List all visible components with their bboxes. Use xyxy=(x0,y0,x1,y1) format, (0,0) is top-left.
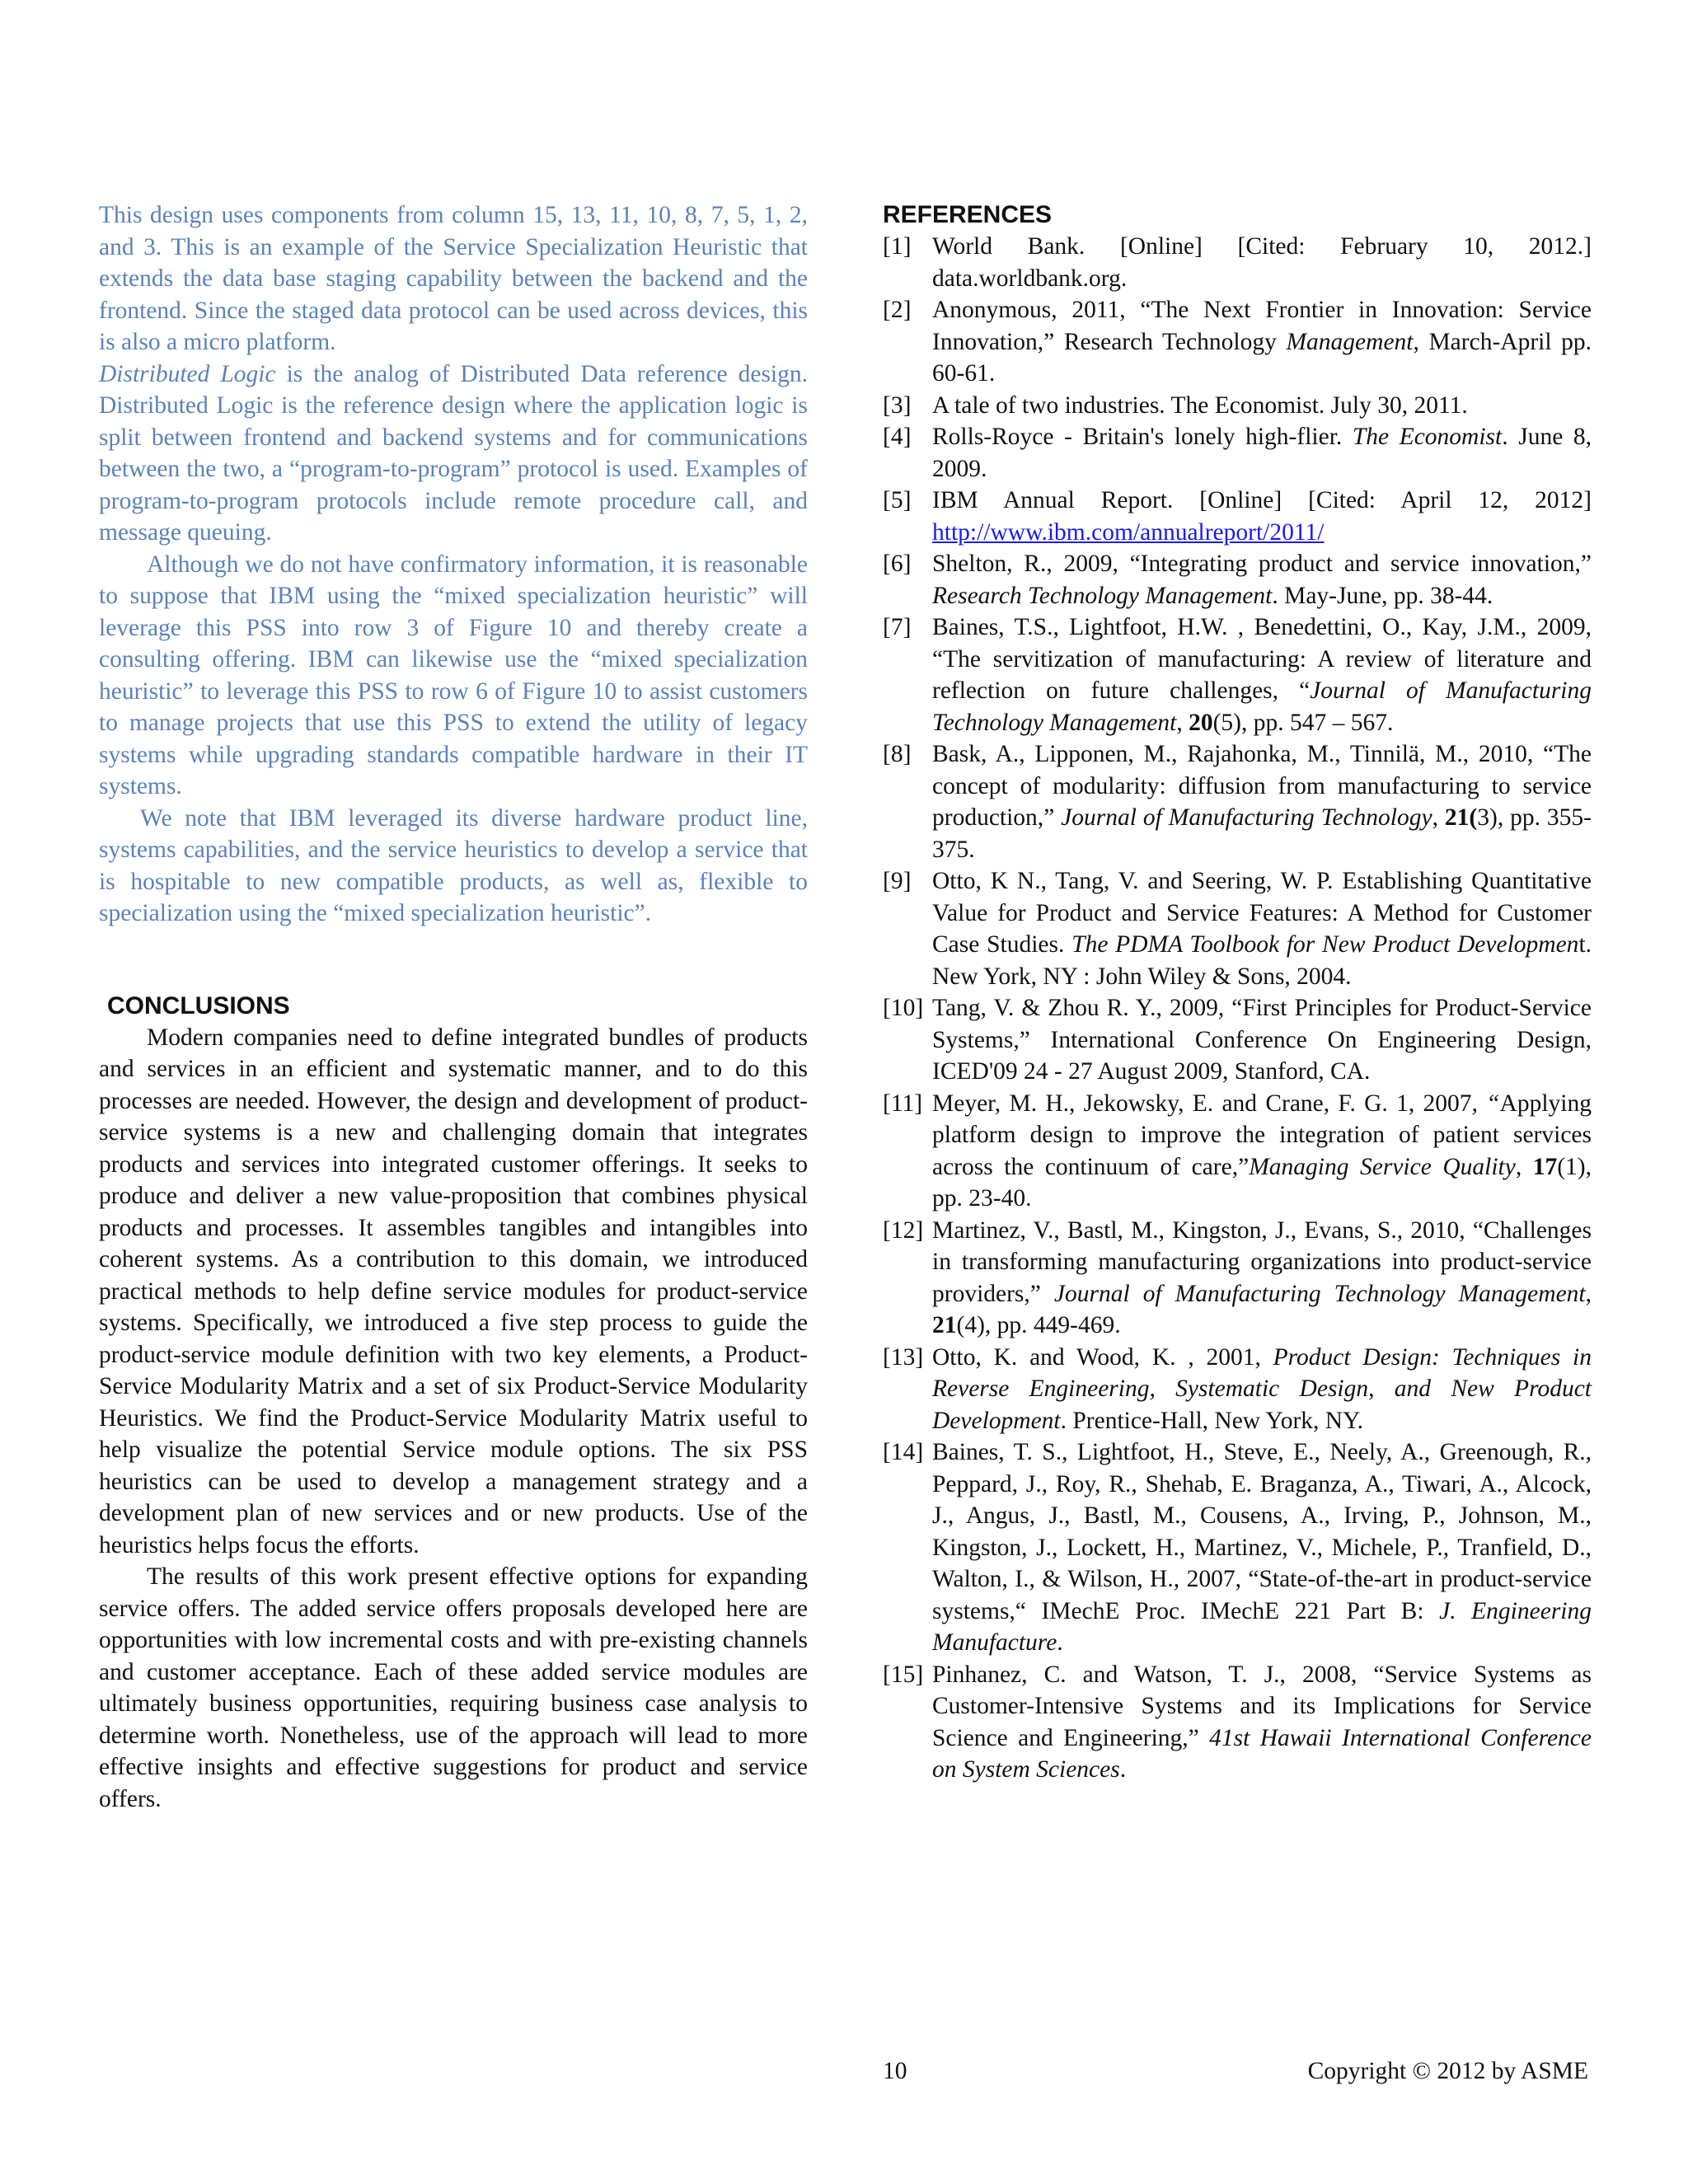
reference-italic-text: Managing Service Quality xyxy=(1249,1153,1516,1180)
reference-text-segment: . xyxy=(1057,1629,1063,1656)
conclusions-section xyxy=(99,991,808,1816)
reference-item xyxy=(883,485,1592,548)
reference-number: [13] xyxy=(883,1343,924,1371)
reference-text xyxy=(932,1088,1592,1215)
reference-italic-text: 41st Hawaii International Conference on System Sciences xyxy=(932,1724,1592,1783)
page-number: 10 xyxy=(883,2058,907,2084)
reference-text xyxy=(932,390,1592,422)
reference-text xyxy=(932,1215,1592,1342)
reference-text-segment: , xyxy=(1515,1153,1533,1180)
reference-number: [6] xyxy=(883,551,912,577)
reference-item xyxy=(883,1342,1592,1437)
reference-number: [11] xyxy=(883,1090,923,1117)
left-column xyxy=(99,199,808,1815)
reference-text-segment: Applying platform design to improve the integration of patient services across the continuum of care,” xyxy=(932,1090,1592,1180)
reference-text-segment: Otto, K N., Tang, V. and Seering, W. P. Establishing Quantitative Value for Product and Service Features: A Method for Customer Case Studies. xyxy=(932,868,1592,958)
reference-item xyxy=(883,231,1592,294)
reference-text xyxy=(932,485,1592,548)
reference-italic-text: Product Design: Techniques in Reverse Engineering, Systematic Design, and New Product Development xyxy=(932,1343,1592,1434)
reference-item xyxy=(883,612,1592,738)
reference-text xyxy=(932,1436,1592,1659)
right-column xyxy=(883,199,1592,1786)
reference-number: [12] xyxy=(883,1216,924,1244)
distributed-logic-text: is the analog of Distributed Data reference design. Distributed Logic is the reference design where the application logic is split between frontend and backend systems and for communications between the two, a “program-to-program” protocol is used. Examples of program-to-program protocols include remote procedure call, and message queuing. xyxy=(99,360,808,546)
reference-text-segment: , xyxy=(1585,1280,1592,1307)
reference-item xyxy=(883,294,1592,390)
reference-text xyxy=(932,1659,1592,1786)
reference-italic-text: Research Technology Management xyxy=(932,582,1273,609)
reference-text xyxy=(932,992,1592,1088)
reference-italic-text: Journal of Manufacturing Technology Management xyxy=(932,677,1592,736)
reference-number: [4] xyxy=(883,424,912,450)
references-list xyxy=(883,231,1592,1786)
reference-text-segment: , xyxy=(1176,709,1189,736)
reference-item xyxy=(883,1436,1592,1659)
reference-text-segment: (4), pp. 449-469. xyxy=(956,1312,1121,1338)
reference-text-segment: (5), pp. 547 – 567. xyxy=(1212,709,1394,736)
reference-text-segment: Shelton, R., 2009, “Integrating product and service innovation,” xyxy=(932,551,1592,577)
reference-text-segment: Martinez, V., Bastl, M., Kingston, J., Evans, S., 2010, “Challenges in transforming manufacturing organizations into product-service providers,” xyxy=(932,1216,1592,1307)
references-heading: REFERENCES xyxy=(883,201,1053,228)
reference-item xyxy=(883,738,1592,865)
copyright-notice: Copyright © 2012 by ASME xyxy=(1307,2058,1588,2084)
reference-number: [2] xyxy=(883,297,912,323)
conclusions-paragraph-2: The results of this work present effective options for expanding service offers. The added service offers proposals developed here are opportunities with low incremental costs and with pre-existing channels and customer acceptance. Each of these added service modules are ultimately business opportunities, requiring business case analysis to determine worth. Nonetheless, use of the approach will lead to more effective insights and effective suggestions for product and service offers. xyxy=(99,1563,808,1812)
reference-text-segment: . Prentice-Hall, New York, NY. xyxy=(1060,1407,1363,1434)
reference-text-segment: t. New York, NY : John Wiley & Sons, 2004. xyxy=(932,931,1592,990)
reference-number: [3] xyxy=(883,391,912,419)
reference-italic-text: J. Engineering Manufacture xyxy=(932,1597,1592,1656)
reference-number: [14] xyxy=(883,1439,924,1465)
reference-volume: 21( xyxy=(1444,804,1478,831)
reference-item xyxy=(883,390,1592,422)
reference-text-segment: Baines, T.S., Lightfoot, H.W. , Benedettini, O., Kay, J.M., 2009, “The servitization of manufacturing: A review of literature and reflection on future challenges, “ xyxy=(932,614,1592,704)
reference-text-segment: Tang, V. & Zhou R. Y., 2009, “First Principles for Product-Service Systems,” International Conference On Engineering Design, ICED'09 24 - 27 August 2009, Stanford, CA. xyxy=(932,995,1592,1085)
reference-volume: 20 xyxy=(1189,709,1213,736)
reference-text-segment: , March-April pp. 60-61. xyxy=(932,328,1592,387)
term-distributed-logic: Distributed Logic xyxy=(99,360,276,387)
reference-number: [7] xyxy=(883,614,912,640)
reference-text-segment: . xyxy=(1119,1756,1127,1783)
reference-text xyxy=(932,1342,1592,1437)
conclusions-paragraph-1: Modern companies need to define integrated bundles of products and services in an efficient and systematic manner, and to do this processes are needed. However, the design and development of product-service systems is a new and challenging domain that integrates products and services into integrated customer offerings. It seeks to produce and deliver a new value-proposition that combines physical products and processes. It assembles tangibles and intangibles into coherent systems. As a contribution to this domain, we introduced practical methods to help define service modules for product-service systems. Specifically, we introduced a five step process to guide the product-service module definition with two key elements, a Product-Service Modularity Matrix and a set of six Product-Service Modularity Heuristics. We find the Product-Service Modularity Matrix useful to help visualize the potential Service module options. The six PSS heuristics can be used to develop a management strategy and a development plan of new services and or new products. Use of the heuristics helps focus the efforts. xyxy=(99,1024,808,1558)
reference-italic-text: , “ xyxy=(1471,1090,1500,1117)
reference-number: [1] xyxy=(883,233,912,260)
reference-item xyxy=(883,1659,1592,1786)
reference-text-segment: Meyer, M. H., Jekowsky, E. and Crane, F. G. 1, 2007 xyxy=(932,1090,1472,1117)
reference-text xyxy=(932,231,1592,294)
reference-italic-text: Journal of Manufacturing Technology Management xyxy=(1053,1280,1586,1307)
reference-text xyxy=(932,294,1592,390)
reference-italic-text: Management xyxy=(1286,328,1414,355)
reference-text-segment: Baines, T. S., Lightfoot, H., Steve, E., Neely, A., Greenough, R., Peppard, J., Roy, R., Shehab, E. Braganza, A., Tiwari, A., Alcock, J., Angus, J., Bastl, M., Cousens, A., Irving, P., Johnson, M., Kingston, J., Lockett, H., Martinez, V., Michele, P., Tranfield, D., Walton, I., & Wilson, H., 2007, “State-of-the-art in product-service systems,“ IMechE Proc. IMechE 221 Part B: xyxy=(932,1439,1592,1624)
conclusions-heading: CONCLUSIONS xyxy=(107,991,290,1019)
paragraph-design-components: This design uses components from column 15, 13, 11, 10, 8, 7, 5, 1, 2, and 3. This is an example of the Service Specialization Heuristic that extends the data base staging capability between the backend and the frontend. Since the staged data protocol can be used across devices, this is also a micro platform. xyxy=(99,202,808,355)
reference-item xyxy=(883,421,1592,485)
reference-italic-text: Journal of Manufacturing Technology xyxy=(1061,804,1432,831)
reference-item xyxy=(883,548,1592,612)
reference-item xyxy=(883,865,1592,992)
paragraph-distributed-logic xyxy=(99,359,808,549)
reference-volume: 21 xyxy=(932,1312,957,1338)
reference-text-segment: Otto, K. and Wood, K. , 2001, xyxy=(932,1343,1273,1371)
reference-text-segment: Rolls-Royce - Britain's lonely high-flier. xyxy=(932,424,1353,450)
paragraph-ibm-leveraged: We note that IBM leveraged its diverse hardware product line, systems capabilities, and the service heuristics to develop a service that is hospitable to new compatible products, as well as, flexible to specialization using the “mixed specialization heuristic”. xyxy=(99,804,808,926)
reference-text-segment: . June 8, 2009. xyxy=(932,424,1592,482)
reference-text-segment: 3), pp. 355-375. xyxy=(932,804,1592,863)
reference-text-segment: . May-June, pp. 38-44. xyxy=(1272,582,1493,609)
reference-text-segment: Pinhanez, C. and Watson, T. J., 2008, “Service Systems as Customer-Intensive Systems and its Implications for Service Science and Engineering,” xyxy=(932,1661,1592,1751)
reference-text xyxy=(932,421,1592,485)
reference-number: [9] xyxy=(883,868,912,894)
reference-item xyxy=(883,1215,1592,1342)
reference-text-segment: Bask, A., Lipponen, M., Rajahonka, M., Tinnilä, M., 2010, “The concept of modularity: diffusion from manufacturing to service production,” xyxy=(932,741,1592,831)
highlighted-text-block xyxy=(99,199,808,930)
reference-italic-text: The PDMA Toolbook for New Product Developmen xyxy=(1071,931,1579,958)
reference-text-segment: A tale of two industries. The Economist. July 30, 2011. xyxy=(932,391,1468,419)
reference-item xyxy=(883,1088,1592,1215)
reference-text xyxy=(932,548,1592,612)
reference-text-segment: , xyxy=(1432,804,1445,831)
reference-text xyxy=(932,865,1592,992)
reference-number: [5] xyxy=(883,487,912,513)
reference-italic-text: The Economist xyxy=(1352,424,1503,450)
reference-number: [10] xyxy=(883,995,924,1021)
paragraph-ibm-mixed-heuristic: Although we do not have confirmatory information, it is reasonable to suppose that IBM using the “mixed specialization heuristic” will leverage this PSS into row 3 of Figure 10 and thereby create a consulting offering. IBM can likewise use the “mixed specialization heuristic” to leverage this PSS to row 6 of Figure 10 to assist customers to manage projects that use this PSS to extend the utility of legacy systems while upgrading standards compatible hardware in their IT systems. xyxy=(99,551,808,799)
reference-text xyxy=(932,738,1592,865)
reference-text-segment: World Bank. [Online] [Cited: February 10, 2012.] data.worldbank.org. xyxy=(932,233,1592,292)
reference-number: [15] xyxy=(883,1661,924,1688)
reference-volume: 17 xyxy=(1532,1153,1558,1180)
reference-link[interactable]: http://www.ibm.com/annualreport/2011/ xyxy=(932,518,1325,546)
reference-item xyxy=(883,992,1592,1088)
reference-text xyxy=(932,612,1592,738)
reference-text-segment: (1), pp. 23-40. xyxy=(932,1153,1592,1212)
reference-text-segment: Anonymous, 2011, “The Next Frontier in Innovation: Service Innovation,” Research Technology xyxy=(932,297,1592,355)
reference-number: [8] xyxy=(883,741,912,767)
reference-text-segment: IBM Annual Report. [Online] [Cited: April 12, 2012] xyxy=(932,487,1592,513)
